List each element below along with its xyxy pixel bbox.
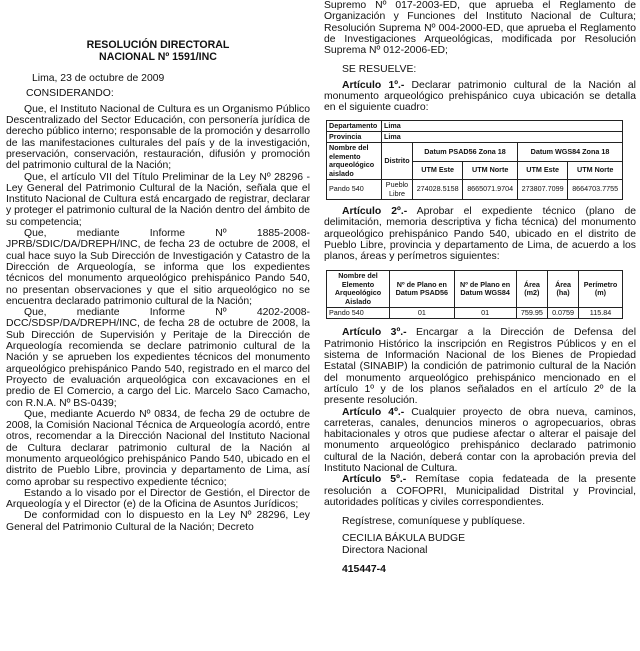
- resolution-title-line2: NACIONAL Nº 1591/INC: [99, 50, 217, 63]
- table-row: [327, 308, 623, 319]
- header-element-name: Nombre del Elemento Arqueológico Aislado: [327, 271, 390, 308]
- article-3: [324, 327, 636, 406]
- article-3-text: Encargar a la Dirección de Defensa del Patrimonio Histórico la inscripción en Registros Públicos y en el sistema de Información Nacional de los Bienes de Propiedad Estatal (SINABIP) la condición de patrimonio cultural de la Nación del monumento arqueológico prehispánico mencionado en el artículo 1º y de los planos señalados en el artículo 2º de la presente resolución.: [324, 327, 637, 407]
- header-utm-north-psad: UTM Norte: [463, 161, 518, 179]
- table-cell: 8664703.7755: [568, 180, 623, 200]
- article-5-text: Remítase copia fedateada de la presente resolución a COFOPRI, Municipalidad Distrital y Provincial, autoridades políticas y civiles correspondientes.: [324, 474, 637, 508]
- header-utm-east-psad: UTM Este: [413, 161, 463, 179]
- article-4: [324, 407, 636, 475]
- right-column: [324, 0, 636, 575]
- header-utm-east-wgs: UTM Este: [517, 161, 567, 179]
- left-column: [6, 0, 310, 533]
- table-cell: 8665071.9704: [463, 180, 518, 200]
- paragraph-4: Que, mediante Informe Nº 4202-2008-DCC/SDSP/DA/DREPH/INC, de fecha 28 de octubre de 2008, la Sub Dirección de Supervisión y Peritaje de la Dirección de Arqueología recomienda se declare patrimonio cultural de la Nación y se aprueben los expedientes técnicos del monumento arqueológico prehispánico Pando 540, registrado en el marco del Proyecto de evaluación arqueológica con excavaciones en el predio de El Comercio, a cargo del Lic. Marcelo Saco Camacho, con R.N.A. Nº BS-0439;: [6, 307, 310, 409]
- signer-name: CECILIA BÁKULA BUDGE: [342, 533, 466, 545]
- table-cell: 01: [454, 308, 516, 319]
- header-datum-wgs84: Datum WGS84 Zona 18: [517, 143, 622, 161]
- article-1-label: Artículo 1º.-: [342, 79, 405, 91]
- province-label: Provincia: [327, 132, 382, 143]
- table-cell: 759.95: [516, 308, 548, 319]
- article-4-text: Cualquier proyecto de obra nueva, caminos, carreteras, canales, denuncios mineros o agropecuarios, obras habitacionales y otros que pudiese afectar o alterar el paisaje del monumento arqueológico prehispánico declarado patrimonio cultural de la Nación, deberá contar con la aprobación previa del Instituto Nacional de Cultura.: [324, 406, 637, 474]
- table-cell: 273807.7099: [517, 180, 567, 200]
- header-utm-north-wgs: UTM Norte: [568, 161, 623, 179]
- table-cell: 115.84: [578, 308, 622, 319]
- paragraph-continuation: Supremo Nº 017-2003-ED, que aprueba el Reglamento de Organización y Funciones del Instituto Nacional de Cultura; Resolución Suprema Nº 004-2000-ED, que aprueba el Reglamento de Investigaciones Arqueológicas, modificada por Resolución Suprema Nº 012-2006-ED;: [324, 0, 636, 57]
- table-row: [327, 180, 623, 200]
- article-5-label: Artículo 5º.-: [342, 474, 407, 486]
- header-perimeter: Perímetro (m): [578, 271, 622, 308]
- article-2: [324, 206, 636, 262]
- paragraph-6: Estando a lo visado por el Director de Gestión, el Director de Arqueología y el Director (e) de la Oficina de Asuntos Jurídicos;: [6, 487, 310, 511]
- closing-formula: Regístrese, comuníquese y publíquese.: [342, 516, 526, 528]
- resolution-date: Lima, 23 de octubre de 2009: [32, 73, 165, 85]
- header-area-m2: Área (m2): [516, 271, 548, 308]
- article-1-text: Declarar patrimonio cultural de la Nación al monumento arqueológico prehispánico cuya ubicación se detalla en el siguiente cuadro:: [324, 79, 636, 114]
- signer-title: Directora Nacional: [342, 544, 428, 556]
- header-plan-psad56: Nº de Plano en Datum PSAD56: [390, 271, 455, 308]
- paragraph-3: Que, mediante Informe Nº 1885-2008-JPRB/SDIC/DA/DREPH/INC, de fecha 23 de octubre de 2008, el cual hace suyo la Sub Dirección de Investigación y Catastro de la Dirección de Arqueología, se informa que los expedientes técnicos del monumento arqueológico prehispánico Pando 540, no presentan observaciones y que el sitio arqueológico no se encuentra declarado patrimonio cultural de la Nación;: [6, 228, 310, 307]
- header-area-ha: Área (ha): [548, 271, 579, 308]
- header-district: Distrito: [382, 143, 413, 180]
- article-2-text: Aprobar el expediente técnico (plano de delimitación, memoria descriptiva y ficha técnica) del monumento arqueológico prehispánico Pando 540, ubicado en el distrito de Pueblo Libre, provincia y departamento de Lima, de acuerdo a los planos, áreas y perímetros siguientes:: [324, 205, 636, 263]
- table-cell: Pando 540: [327, 180, 382, 200]
- table-cell: 0.0759: [548, 308, 579, 319]
- paragraph-5: Que, mediante Acuerdo Nº 0834, de fecha 29 de octubre de 2008, la Comisión Nacional Técnica de Arqueología acordó, entre otros, recomendar a la Dirección Nacional del Instituto Nacional de Cultura declarar patrimonio cultural de la Nación al monumento arqueológico prehispánico Pando 540, ubicado en el distrito de Pueblo Libre, provincia y departamento de Lima, así como aprobar su respectivo expediente técnico;: [6, 408, 310, 488]
- table-cell: Pueblo Libre: [382, 180, 413, 200]
- article-1: [324, 80, 636, 114]
- province-value: Lima: [382, 132, 623, 143]
- header-datum-psad56: Datum PSAD56 Zona 18: [413, 143, 518, 161]
- article-4-label: Artículo 4º.-: [342, 406, 405, 418]
- article-3-label: Artículo 3º.-: [342, 327, 407, 339]
- location-table: [326, 120, 623, 200]
- paragraph-1: Que, el Instituto Nacional de Cultura es un Organismo Público Descentralizado del Sector Educación, con personería jurídica de derecho público interno; responsable de la promoción y desarrollo de las manifestaciones culturales del país y de la investigación, preservación, conservación, restauración, difusión y promoción del patrimonio cultural de la Nación;: [6, 103, 310, 172]
- header-element-name: Nombre del elemento arqueológico aislado: [327, 143, 382, 180]
- paragraph-7: De conformidad con lo dispuesto en la Ley Nº 28296, Ley General del Patrimonio Cultural de la Nación; Decreto: [6, 510, 310, 533]
- article-2-label: Artículo 2º.-: [342, 205, 408, 217]
- publication-number: 415447-4: [342, 564, 386, 576]
- department-value: Lima: [382, 120, 623, 131]
- article-5: [324, 474, 636, 508]
- department-label: Departamento: [327, 120, 382, 131]
- table-cell: 01: [390, 308, 455, 319]
- paragraph-2: Que, el artículo VII del Título Preliminar de la Ley Nº 28296 - Ley General del Patrimonio Cultural de la Nación, señala que el Instituto Nacional de Cultura está encargado de registrar, declarar y proteger el patrimonio cultural de la Nación dentro del ámbito de su competencia;: [6, 171, 310, 228]
- table-cell: 274028.5158: [413, 180, 463, 200]
- considerando-heading: CONSIDERANDO:: [26, 88, 114, 100]
- table-cell: Pando 540: [327, 308, 390, 319]
- se-resuelve-heading: SE RESUELVE:: [342, 64, 417, 76]
- resolution-title-line1: RESOLUCIÓN DIRECTORAL: [86, 39, 230, 51]
- plans-table: [326, 270, 623, 319]
- header-plan-wgs84: Nº de Plano en Datum WGS84: [454, 271, 516, 308]
